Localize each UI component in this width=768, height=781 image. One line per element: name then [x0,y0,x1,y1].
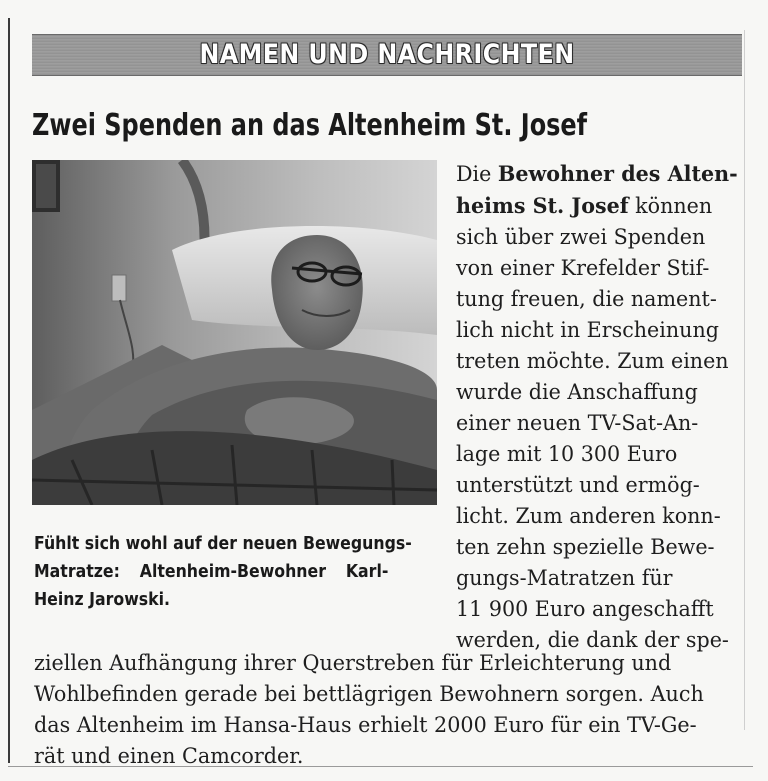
body-line: werden, die dank der spe- [456,628,729,652]
body-line: lich nicht in Erscheinung [456,318,719,342]
photo-caption [34,530,429,614]
body-line: heims St. Josef können [456,193,713,218]
body-line: ten zehn spezielle Bewe- [456,535,715,559]
body-line: 11 900 Euro angeschafft [456,597,714,621]
left-column-rule [8,18,10,763]
body-line: Die Bewohner des Alten- [456,161,738,186]
caption-line: Matratze: Altenheim-Bewohner Karl- [34,562,389,582]
body-line: Wohlbefinden gerade bei bettlägrigen Bewohnern sorgen. Auch [34,682,704,706]
body-line: wurde die Anschaffung [456,380,698,404]
caption-line: Fühlt sich wohl auf der neuen Bewegungs- [34,534,412,554]
caption-line: Heinz Jarowski. [34,590,170,610]
body-line: licht. Zum anderen konn- [456,504,721,528]
bold-phrase: heims St. Josef [456,193,629,218]
body-line: einer neuen TV-Sat-An- [456,411,699,435]
section-header-banner [32,34,742,76]
article-body-bottom [34,648,744,772]
body-line: rät und einen Camcorder. [34,744,304,768]
article-photo [32,160,437,505]
article-headline: Zwei Spenden an das Altenheim St. Josef [32,108,588,143]
body-line: von einer Krefelder Stif- [456,256,710,280]
body-line: lage mit 10 300 Euro [456,442,678,466]
photo-elderly-man-on-bed-icon [32,160,437,505]
bold-phrase: Bewohner des Alten- [497,161,738,186]
section-title: NAMEN UND NACHRICHTEN [199,39,575,70]
body-line: unterstützt und ermög- [456,473,700,497]
body-line: treten möchte. Zum einen [456,349,729,373]
body-line: gungs-Matratzen für [456,566,673,590]
body-line: ziellen Aufhängung ihrer Querstreben für Erleichterung und [34,651,672,675]
body-line: das Altenheim im Hansa-Haus erhielt 2000 Euro für ein TV-Ge- [34,713,697,737]
article-body-right-column [456,158,746,656]
body-line: sich über zwei Spenden [456,225,706,249]
body-line: tung freuen, die nament- [456,287,717,311]
